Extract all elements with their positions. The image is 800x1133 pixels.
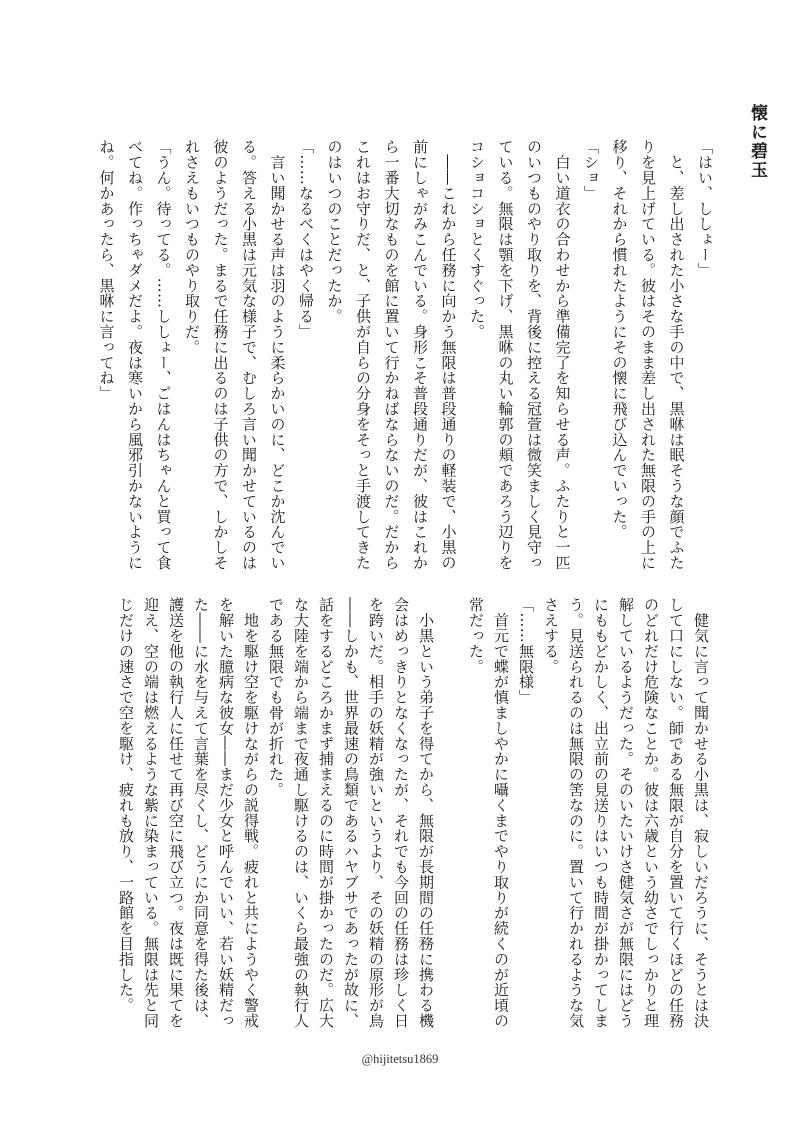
text-line: ――しかも、世界最速の鳥類であるハヤブサであったが故に、 xyxy=(342,597,360,1029)
text-line: 解しているようだった。そのいたいけさ健気さが無限にはどう xyxy=(617,597,635,1029)
text-line: 移り、それから慣れたようにその懐に飛び込んでいった。 xyxy=(610,139,629,540)
text-line: を解いた臆病な彼女――まだ少女と呼んでいい、若い妖精だっ xyxy=(217,597,235,1029)
text-block-upper xyxy=(92,139,719,577)
text-line: 迎え、空の端は燃えるような紫に染まっている。無限は先と同 xyxy=(142,597,160,1029)
text-line: のはいつのことだったか。 xyxy=(325,139,344,324)
text-line: 「ショ」 xyxy=(582,139,600,201)
text-line: これはお守りだ、と、子供が自らの分身をそっと手渡してきた xyxy=(354,139,372,571)
text-line: 小黒という弟子を得てから、無限が長期間の任務に携わる機 xyxy=(417,597,435,1029)
text-line: 「はい、ししょー」 xyxy=(696,139,714,278)
text-line: 「うん。待ってる。……ししょー、ごはんはちゃんと買って食 xyxy=(154,139,173,571)
text-line: である無限でも骨が折れた。 xyxy=(267,597,285,798)
text-line: な大陸を端から端まで夜通し駆けるのは、いくら最強の執行人 xyxy=(292,597,310,1029)
text-line: 前にしゃがみこんでいる。身形こそ普段通りだが、彼はこれか xyxy=(411,139,429,571)
text-line: のいつものやり取りを、背後に控える冠萱は微笑ましく見守っ xyxy=(525,139,543,571)
text-line: さえする。 xyxy=(542,597,560,674)
text-line: う。見送られるのは無限の筈なのに。置いて行かれるような気 xyxy=(567,597,585,1029)
text-line: た――に水を与えて言葉を尽くし、どうにか同意を得た後は、 xyxy=(192,597,210,1029)
text-line: コショコショとくすぐった。 xyxy=(468,139,486,340)
text-line: のどれだけ危険なことか。彼は六歳という幼さでしっかりと理 xyxy=(642,597,660,1029)
text-line: 会はめっきりとなくなったが、それでも今回の任務は珍しく日 xyxy=(392,597,410,1029)
text-line: にももどかしく、出立前の見送りはいつも時間が掛かってしま xyxy=(592,597,610,1029)
text-line: 首元で蝶が慎ましやかに囁くまでやり取りが続くのが近頃の xyxy=(492,597,510,1029)
text-line: 話をするどころかまず捕まえるのに時間が掛かったのだ。広大 xyxy=(317,597,335,1029)
text-line: して口にしない。師である無限が自分を置いて行くほどの任務 xyxy=(667,597,685,1029)
text-line: る。答える小黒は元気な様子で、むしろ言い聞かせているのは xyxy=(240,139,258,571)
text-line: 健気に言って聞かせる小黒は、寂しいだろうに、そうとは決 xyxy=(692,597,710,1029)
text-line: 地を駆け空を駆けながらの説得戦。疲れと共にようやく警戒 xyxy=(242,597,260,1029)
text-line: 常だった。 xyxy=(467,597,485,674)
text-line: と、差し出された小さな手の中で、黒咻は眠そうな顔でふた xyxy=(667,139,686,571)
text-line: れさえもいつものやり取りだ。 xyxy=(183,139,201,355)
text-line: じだけの速さで空を駆け、疲れも放り、一路館を目指した。 xyxy=(117,597,135,1013)
text-line: 白い道衣の合わせから準備完了を知らせる声。ふたりと一匹 xyxy=(553,139,572,571)
text-line: ている。無限は顎を下げ、黒咻の丸い輪郭の頬であろう辺りを xyxy=(496,139,515,571)
text-line: を跨いだ。相手の妖精が強いというより、その妖精の原形が鳥 xyxy=(367,597,385,1029)
text-line: べてね。作っちゃダメだよ。夜は寒いから風邪引かないように xyxy=(126,139,144,571)
text-line: 彼のようだった。まるで任務に出るのは子供の方で、しかしそ xyxy=(211,139,230,571)
text-line: ね。何かあったら、黒咻に言ってね」 xyxy=(97,139,116,401)
text-line: 「……無限様」 xyxy=(517,597,535,705)
scene-break xyxy=(438,597,463,1035)
text-line: ら一番大切なものを館に置いて行かねばならないのだ。だから xyxy=(382,139,401,571)
text-line: 護送を他の執行人に任せて再び空に飛び立つ。夜は既に果てを xyxy=(167,597,185,1029)
text-line: 言い聞かせる声は羽のように柔らかいのに、どこか沈んでい xyxy=(268,139,287,571)
page-title: 懐に碧玉 xyxy=(747,104,767,180)
text-line: 「……なるべくはやく帰る」 xyxy=(297,139,315,340)
author-handle: @hijitetsu1869 xyxy=(361,1052,439,1066)
text-line: りを見上げている。彼はそのまま差し出された無限の手の上に xyxy=(639,139,657,571)
text-block-lower xyxy=(113,597,713,1035)
text-line: ――これから任務に向かう無限は普段通りの軽装で、小黒の xyxy=(439,139,458,571)
